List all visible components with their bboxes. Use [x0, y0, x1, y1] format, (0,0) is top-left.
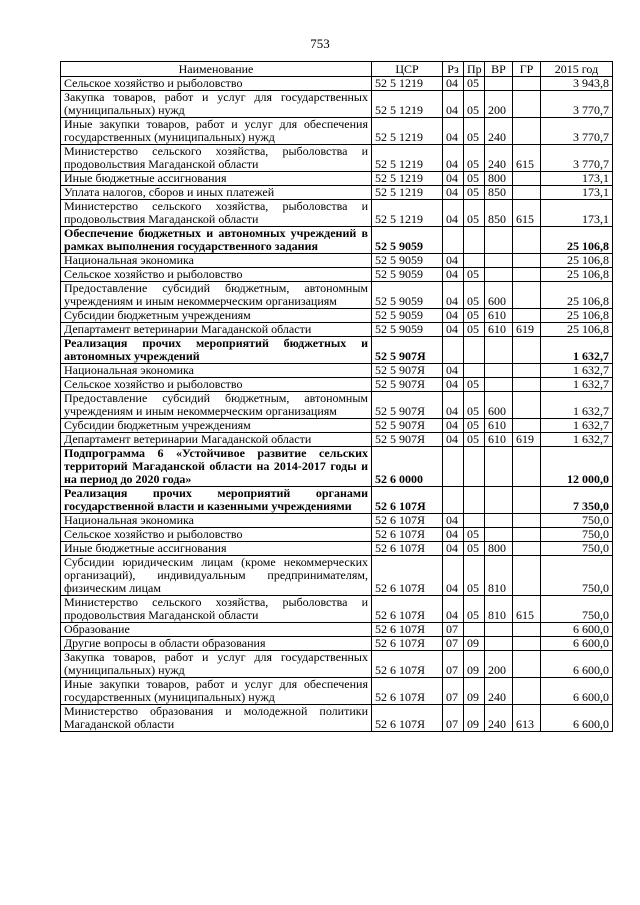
name-cell: Субсидии бюджетным учреждениям: [61, 309, 372, 323]
csr-cell: 52 5 907Я: [372, 364, 443, 378]
pr-cell: 05: [464, 309, 485, 323]
name-cell: Национальная экономика: [61, 254, 372, 268]
name-cell: Реализация прочих мероприятий органами государственной власти и казенными учреждениями: [61, 487, 372, 514]
name-cell: Сельское хозяйство и рыболовство: [61, 378, 372, 392]
vr-cell: 610: [485, 433, 513, 447]
gr-cell: [513, 514, 541, 528]
table-row: [61, 651, 613, 678]
gr-cell: 613: [513, 705, 541, 732]
gr-cell: [513, 623, 541, 637]
rz-cell: 04: [443, 323, 464, 337]
name-cell: Иные закупки товаров, работ и услуг для обеспечения государственных (муниципальных) нужд: [61, 678, 372, 705]
name-cell: Департамент ветеринарии Магаданской области: [61, 433, 372, 447]
pr-cell: 05: [464, 200, 485, 227]
pr-cell: [464, 447, 485, 487]
vr-cell: [485, 637, 513, 651]
gr-cell: [513, 447, 541, 487]
table-row: [61, 268, 613, 282]
name-cell: Министерство сельского хозяйства, рыболовства и продовольствия Магаданской области: [61, 145, 372, 172]
vr-cell: 800: [485, 172, 513, 186]
rz-cell: 04: [443, 542, 464, 556]
gr-cell: 619: [513, 433, 541, 447]
table-row: [61, 637, 613, 651]
pr-cell: 05: [464, 91, 485, 118]
table-row: [61, 282, 613, 309]
vr-cell: 240: [485, 145, 513, 172]
rz-cell: 04: [443, 309, 464, 323]
pr-cell: 05: [464, 282, 485, 309]
vr-cell: [485, 447, 513, 487]
pr-cell: [464, 337, 485, 364]
header-csr: ЦСР: [372, 62, 443, 77]
name-cell: Обеспечение бюджетных и автономных учреждений в рамках выполнения государственного задания: [61, 227, 372, 254]
table-row: [61, 447, 613, 487]
gr-cell: [513, 528, 541, 542]
rz-cell: 04: [443, 596, 464, 623]
table-row: [61, 186, 613, 200]
sum-cell: 1 632,7: [541, 433, 613, 447]
rz-cell: 04: [443, 514, 464, 528]
sum-cell: 25 106,8: [541, 254, 613, 268]
sum-cell: 6 600,0: [541, 637, 613, 651]
gr-cell: [513, 487, 541, 514]
table-row: [61, 678, 613, 705]
pr-cell: 05: [464, 433, 485, 447]
csr-cell: 52 6 0000: [372, 447, 443, 487]
sum-cell: 1 632,7: [541, 337, 613, 364]
gr-cell: [513, 172, 541, 186]
sum-cell: 750,0: [541, 514, 613, 528]
sum-cell: 25 106,8: [541, 309, 613, 323]
name-cell: Реализация прочих мероприятий бюджетных и автономных учреждений: [61, 337, 372, 364]
csr-cell: 52 5 907Я: [372, 337, 443, 364]
pr-cell: [464, 254, 485, 268]
vr-cell: 850: [485, 186, 513, 200]
csr-cell: 52 5 9059: [372, 282, 443, 309]
table-row: [61, 91, 613, 118]
sum-cell: 1 632,7: [541, 392, 613, 419]
pr-cell: 09: [464, 637, 485, 651]
vr-cell: [485, 514, 513, 528]
csr-cell: 52 6 107Я: [372, 623, 443, 637]
csr-cell: 52 5 9059: [372, 309, 443, 323]
vr-cell: 600: [485, 282, 513, 309]
vr-cell: [485, 364, 513, 378]
csr-cell: 52 5 9059: [372, 227, 443, 254]
table-row: [61, 705, 613, 732]
name-cell: Предоставление субсидий бюджетным, автономным учреждениям и иным некоммерческим организациям: [61, 392, 372, 419]
gr-cell: [513, 637, 541, 651]
sum-cell: 1 632,7: [541, 378, 613, 392]
sum-cell: 12 000,0: [541, 447, 613, 487]
csr-cell: 52 5 9059: [372, 268, 443, 282]
name-cell: Сельское хозяйство и рыболовство: [61, 77, 372, 91]
rz-cell: 07: [443, 705, 464, 732]
pr-cell: 05: [464, 542, 485, 556]
header-vr: ВР: [485, 62, 513, 77]
name-cell: Министерство сельского хозяйства, рыболовства и продовольствия Магаданской области: [61, 200, 372, 227]
table-row: [61, 227, 613, 254]
vr-cell: 610: [485, 323, 513, 337]
table-row: [61, 542, 613, 556]
gr-cell: [513, 337, 541, 364]
pr-cell: 05: [464, 528, 485, 542]
pr-cell: 09: [464, 651, 485, 678]
rz-cell: [443, 337, 464, 364]
name-cell: Иные бюджетные ассигнования: [61, 542, 372, 556]
table-row: [61, 487, 613, 514]
table-row: [61, 364, 613, 378]
rz-cell: 04: [443, 91, 464, 118]
name-cell: Предоставление субсидий бюджетным, автономным учреждениям и иным некоммерческим организациям: [61, 282, 372, 309]
sum-cell: 3 770,7: [541, 118, 613, 145]
gr-cell: [513, 268, 541, 282]
table-row: [61, 145, 613, 172]
sum-cell: 6 600,0: [541, 705, 613, 732]
gr-cell: [513, 118, 541, 145]
sum-cell: 750,0: [541, 596, 613, 623]
header-year: 2015 год: [541, 62, 613, 77]
csr-cell: 52 6 107Я: [372, 637, 443, 651]
gr-cell: [513, 556, 541, 596]
name-cell: Национальная экономика: [61, 364, 372, 378]
rz-cell: 07: [443, 678, 464, 705]
sum-cell: 6 600,0: [541, 651, 613, 678]
csr-cell: 52 5 907Я: [372, 378, 443, 392]
gr-cell: [513, 77, 541, 91]
pr-cell: [464, 364, 485, 378]
rz-cell: 04: [443, 186, 464, 200]
table-header-row: [61, 62, 613, 77]
header-pr: Пр: [464, 62, 485, 77]
name-cell: Подпрограмма 6 «Устойчивое развитие сельских территорий Магаданской области на 2014-2017 годы и на период до 2020 года»: [61, 447, 372, 487]
table-row: [61, 596, 613, 623]
csr-cell: 52 5 1219: [372, 186, 443, 200]
table-row: [61, 528, 613, 542]
name-cell: Сельское хозяйство и рыболовство: [61, 528, 372, 542]
rz-cell: [443, 447, 464, 487]
sum-cell: 3 943,8: [541, 77, 613, 91]
rz-cell: 04: [443, 172, 464, 186]
vr-cell: 200: [485, 651, 513, 678]
vr-cell: 200: [485, 91, 513, 118]
vr-cell: 610: [485, 309, 513, 323]
csr-cell: 52 6 107Я: [372, 678, 443, 705]
sum-cell: 3 770,7: [541, 145, 613, 172]
vr-cell: 600: [485, 392, 513, 419]
rz-cell: 04: [443, 200, 464, 227]
gr-cell: [513, 309, 541, 323]
pr-cell: 05: [464, 556, 485, 596]
name-cell: Министерство сельского хозяйства, рыболовства и продовольствия Магаданской области: [61, 596, 372, 623]
csr-cell: 52 5 1219: [372, 200, 443, 227]
sum-cell: 25 106,8: [541, 282, 613, 309]
rz-cell: 04: [443, 254, 464, 268]
name-cell: Субсидии юридическим лицам (кроме некоммерческих организаций), индивидуальным предпринимателям, физическим лицам: [61, 556, 372, 596]
vr-cell: 240: [485, 118, 513, 145]
vr-cell: [485, 528, 513, 542]
sum-cell: 6 600,0: [541, 678, 613, 705]
rz-cell: 07: [443, 623, 464, 637]
vr-cell: [485, 254, 513, 268]
sum-cell: 750,0: [541, 556, 613, 596]
pr-cell: [464, 487, 485, 514]
table-row: [61, 556, 613, 596]
csr-cell: 52 6 107Я: [372, 651, 443, 678]
gr-cell: [513, 91, 541, 118]
gr-cell: 619: [513, 323, 541, 337]
table-row: [61, 378, 613, 392]
name-cell: Департамент ветеринарии Магаданской области: [61, 323, 372, 337]
pr-cell: 05: [464, 145, 485, 172]
gr-cell: [513, 364, 541, 378]
table-row: [61, 433, 613, 447]
vr-cell: 810: [485, 596, 513, 623]
rz-cell: 04: [443, 118, 464, 145]
table-row: [61, 392, 613, 419]
gr-cell: [513, 282, 541, 309]
pr-cell: 09: [464, 705, 485, 732]
sum-cell: 25 106,8: [541, 323, 613, 337]
rz-cell: 04: [443, 145, 464, 172]
header-rz: Рз: [443, 62, 464, 77]
pr-cell: 05: [464, 419, 485, 433]
sum-cell: 3 770,7: [541, 91, 613, 118]
name-cell: Министерство образования и молодежной политики Магаданской области: [61, 705, 372, 732]
csr-cell: 52 5 1219: [372, 77, 443, 91]
csr-cell: 52 5 1219: [372, 145, 443, 172]
budget-table: [60, 61, 613, 732]
gr-cell: [513, 392, 541, 419]
csr-cell: 52 6 107Я: [372, 514, 443, 528]
vr-cell: 850: [485, 200, 513, 227]
pr-cell: 05: [464, 268, 485, 282]
sum-cell: 173,1: [541, 172, 613, 186]
pr-cell: [464, 514, 485, 528]
vr-cell: [485, 623, 513, 637]
table-row: [61, 337, 613, 364]
rz-cell: 04: [443, 419, 464, 433]
table-row: [61, 254, 613, 268]
rz-cell: 04: [443, 556, 464, 596]
name-cell: Сельское хозяйство и рыболовство: [61, 268, 372, 282]
sum-cell: 173,1: [541, 200, 613, 227]
sum-cell: 173,1: [541, 186, 613, 200]
vr-cell: 240: [485, 705, 513, 732]
csr-cell: 52 6 107Я: [372, 705, 443, 732]
sum-cell: 6 600,0: [541, 623, 613, 637]
header-name: Наименование: [61, 62, 372, 77]
rz-cell: 04: [443, 282, 464, 309]
pr-cell: 05: [464, 77, 485, 91]
csr-cell: 52 5 1219: [372, 91, 443, 118]
rz-cell: 04: [443, 268, 464, 282]
vr-cell: 240: [485, 678, 513, 705]
sum-cell: 25 106,8: [541, 268, 613, 282]
name-cell: Иные закупки товаров, работ и услуг для обеспечения государственных (муниципальных) нужд: [61, 118, 372, 145]
header-gr: ГР: [513, 62, 541, 77]
vr-cell: [485, 337, 513, 364]
csr-cell: 52 5 1219: [372, 118, 443, 145]
csr-cell: 52 6 107Я: [372, 556, 443, 596]
vr-cell: [485, 77, 513, 91]
gr-cell: 615: [513, 145, 541, 172]
table-row: [61, 514, 613, 528]
pr-cell: [464, 227, 485, 254]
sum-cell: 1 632,7: [541, 419, 613, 433]
csr-cell: 52 5 9059: [372, 323, 443, 337]
sum-cell: 750,0: [541, 528, 613, 542]
sum-cell: 1 632,7: [541, 364, 613, 378]
gr-cell: [513, 651, 541, 678]
name-cell: Закупка товаров, работ и услуг для государственных (муниципальных) нужд: [61, 651, 372, 678]
name-cell: Закупка товаров, работ и услуг для государственных (муниципальных) нужд: [61, 91, 372, 118]
csr-cell: 52 6 107Я: [372, 596, 443, 623]
page-number: 753: [310, 36, 330, 51]
table-row: [61, 323, 613, 337]
pr-cell: 09: [464, 678, 485, 705]
vr-cell: 810: [485, 556, 513, 596]
gr-cell: [513, 419, 541, 433]
name-cell: Другие вопросы в области образования: [61, 637, 372, 651]
csr-cell: 52 5 907Я: [372, 392, 443, 419]
pr-cell: 05: [464, 378, 485, 392]
vr-cell: 800: [485, 542, 513, 556]
table-row: [61, 200, 613, 227]
rz-cell: [443, 227, 464, 254]
pr-cell: 05: [464, 323, 485, 337]
csr-cell: 52 6 107Я: [372, 542, 443, 556]
table-body: [61, 77, 613, 732]
pr-cell: 05: [464, 186, 485, 200]
sum-cell: 25 106,8: [541, 227, 613, 254]
rz-cell: 04: [443, 77, 464, 91]
csr-cell: 52 5 9059: [372, 254, 443, 268]
pr-cell: 05: [464, 172, 485, 186]
gr-cell: [513, 542, 541, 556]
gr-cell: 615: [513, 596, 541, 623]
sum-cell: 750,0: [541, 542, 613, 556]
csr-cell: 52 5 907Я: [372, 433, 443, 447]
gr-cell: [513, 678, 541, 705]
rz-cell: 07: [443, 651, 464, 678]
pr-cell: [464, 623, 485, 637]
vr-cell: [485, 487, 513, 514]
table-row: [61, 309, 613, 323]
name-cell: Уплата налогов, сборов и иных платежей: [61, 186, 372, 200]
rz-cell: 04: [443, 378, 464, 392]
table-row: [61, 172, 613, 186]
csr-cell: 52 6 107Я: [372, 487, 443, 514]
table-row: [61, 118, 613, 145]
vr-cell: [485, 268, 513, 282]
pr-cell: 05: [464, 596, 485, 623]
name-cell: Иные бюджетные ассигнования: [61, 172, 372, 186]
rz-cell: 04: [443, 364, 464, 378]
csr-cell: 52 5 907Я: [372, 419, 443, 433]
rz-cell: 07: [443, 637, 464, 651]
pr-cell: 05: [464, 118, 485, 145]
rz-cell: 04: [443, 433, 464, 447]
sum-cell: 7 350,0: [541, 487, 613, 514]
rz-cell: 04: [443, 528, 464, 542]
vr-cell: 610: [485, 419, 513, 433]
pr-cell: 05: [464, 392, 485, 419]
vr-cell: [485, 227, 513, 254]
name-cell: Национальная экономика: [61, 514, 372, 528]
gr-cell: [513, 254, 541, 268]
csr-cell: 52 6 107Я: [372, 528, 443, 542]
table-row: [61, 623, 613, 637]
rz-cell: [443, 487, 464, 514]
name-cell: Образование: [61, 623, 372, 637]
table-row: [61, 419, 613, 433]
gr-cell: [513, 186, 541, 200]
gr-cell: 615: [513, 200, 541, 227]
rz-cell: 04: [443, 392, 464, 419]
gr-cell: [513, 378, 541, 392]
gr-cell: [513, 227, 541, 254]
csr-cell: 52 5 1219: [372, 172, 443, 186]
vr-cell: [485, 378, 513, 392]
name-cell: Субсидии бюджетным учреждениям: [61, 419, 372, 433]
table-row: [61, 77, 613, 91]
